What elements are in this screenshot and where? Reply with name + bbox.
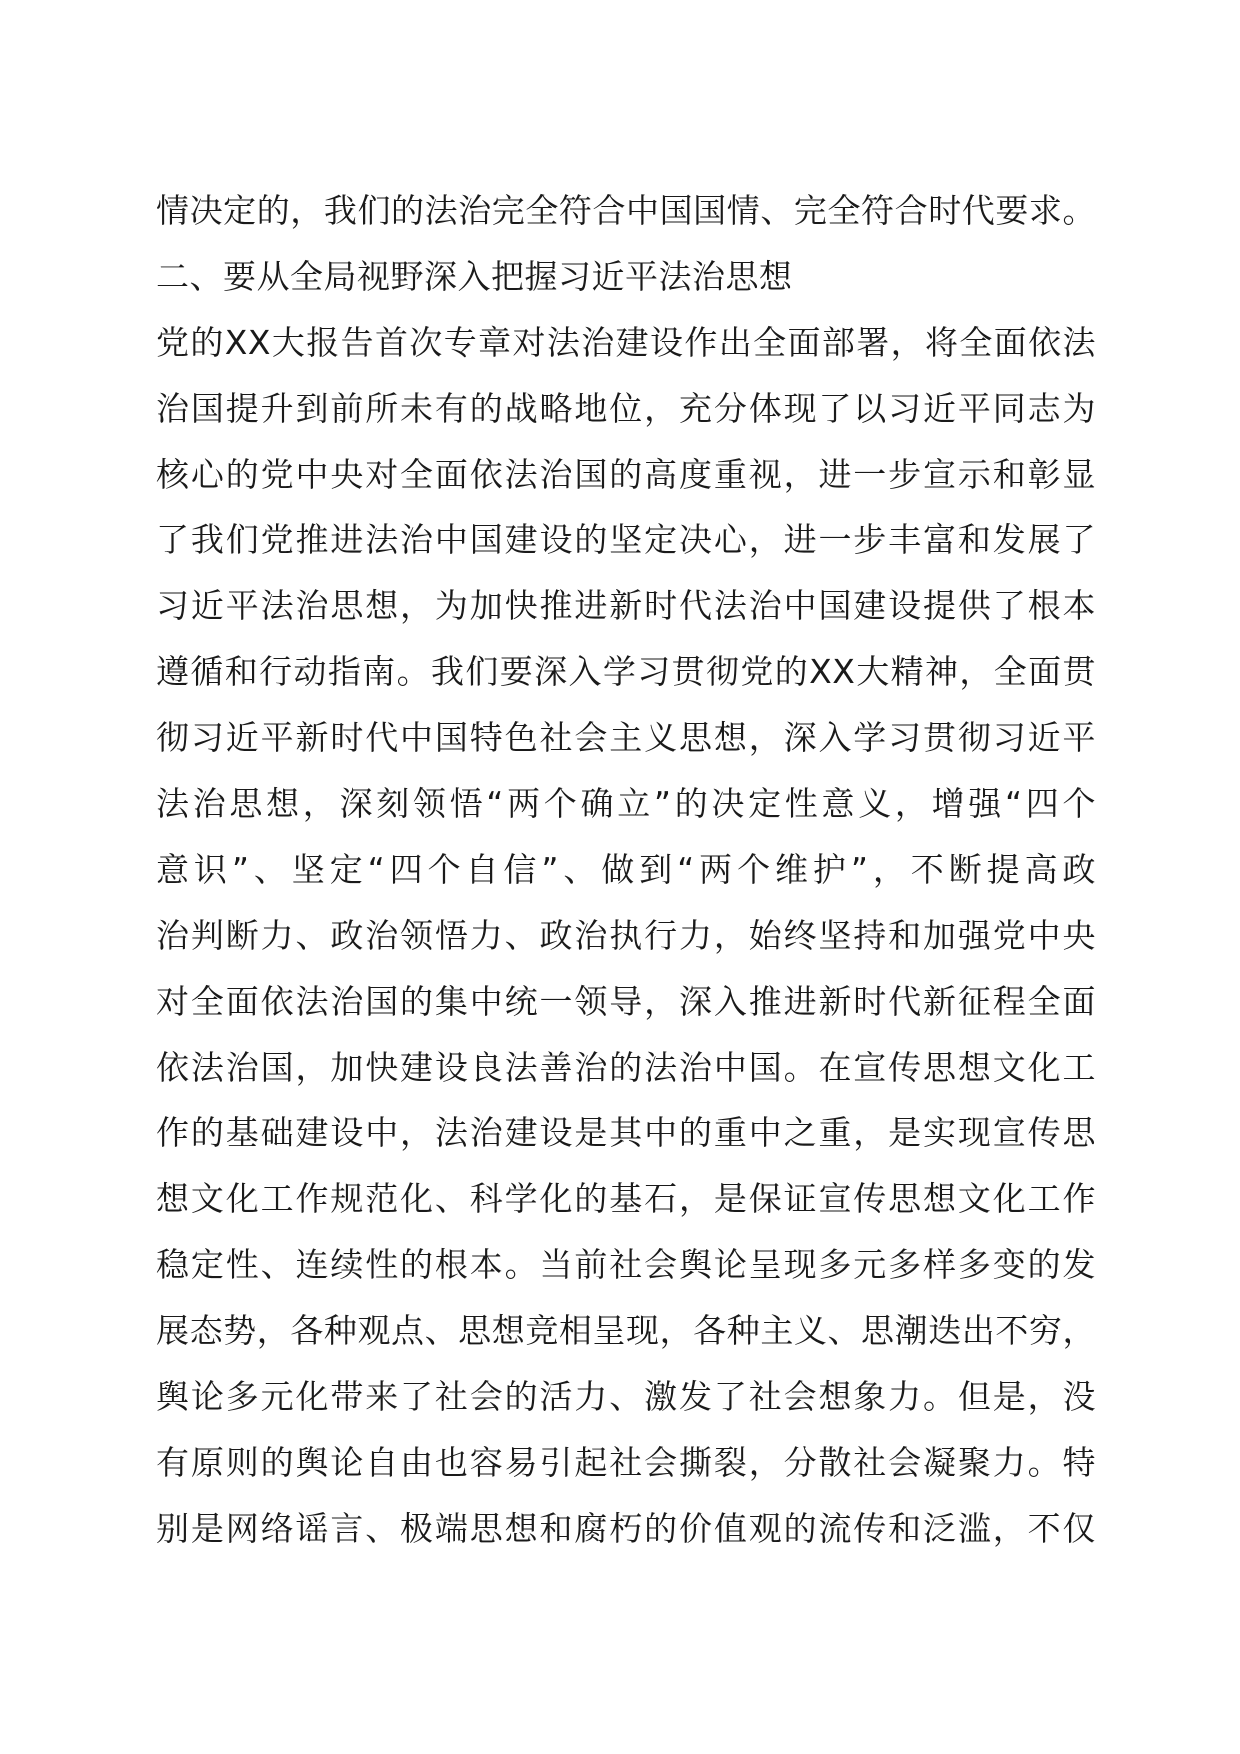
text-line: 情决定的，我们的法治完全符合中国国情、完全符合时代要求。 — [156, 191, 1096, 230]
text-line: 党的XX大报告首次专章对法治建设作出全面部署，将全面依法 — [156, 322, 1096, 362]
text-line: 彻习近平新时代中国特色社会主义思想，深入学习贯彻习近平 — [156, 718, 1096, 758]
text-line: 习近平法治思想，为加快推进新时代法治中国建设提供了根本 — [156, 586, 1096, 626]
text-line: 遵循和行动指南。我们要深入学习贯彻党的XX大精神，全面贯 — [156, 652, 1096, 692]
text-line: 意识”、坚定“四个自信”、做到“两个维护”，不断提高政 — [156, 849, 1096, 889]
text-line: 想文化工作规范化、科学化的基石，是保证宣传思想文化工作 — [156, 1179, 1096, 1219]
text-line: 了我们党推进法治中国建设的坚定决心，进一步丰富和发展了 — [156, 520, 1096, 560]
text-line: 治国提升到前所未有的战略地位，充分体现了以习近平同志为 — [156, 388, 1096, 428]
text-line: 对全面依法治国的集中统一领导，深入推进新时代新征程全面 — [156, 981, 1096, 1021]
document-body — [156, 178, 1096, 1562]
text-line: 作的基础建设中，法治建设是其中的重中之重，是实现宣传思 — [156, 1113, 1096, 1153]
text-line: 别是网络谣言、极端思想和腐朽的价值观的流传和泛滥，不仅 — [156, 1508, 1096, 1548]
text-line: 法治思想，深刻领悟“两个确立”的决定性意义，增强“四个 — [156, 784, 1096, 824]
text-line: 治判断力、政治领悟力、政治执行力，始终坚持和加强党中央 — [156, 915, 1096, 955]
text-line: 有原则的舆论自由也容易引起社会撕裂，分散社会凝聚力。特 — [156, 1442, 1096, 1482]
text-line: 舆论多元化带来了社会的活力、激发了社会想象力。但是，没 — [156, 1377, 1096, 1417]
text-line: 依法治国，加快建设良法善治的法治中国。在宣传思想文化工 — [156, 1047, 1096, 1087]
text-line: 核心的党中央对全面依法治国的高度重视，进一步宣示和彰显 — [156, 454, 1096, 494]
section-heading: 二、要从全局视野深入把握习近平法治思想 — [156, 256, 793, 296]
text-line: 展态势，各种观点、思想竞相呈现，各种主义、思潮迭出不穷， — [156, 1311, 1096, 1351]
text-line: 稳定性、连续性的根本。当前社会舆论呈现多元多样多变的发 — [156, 1245, 1096, 1285]
